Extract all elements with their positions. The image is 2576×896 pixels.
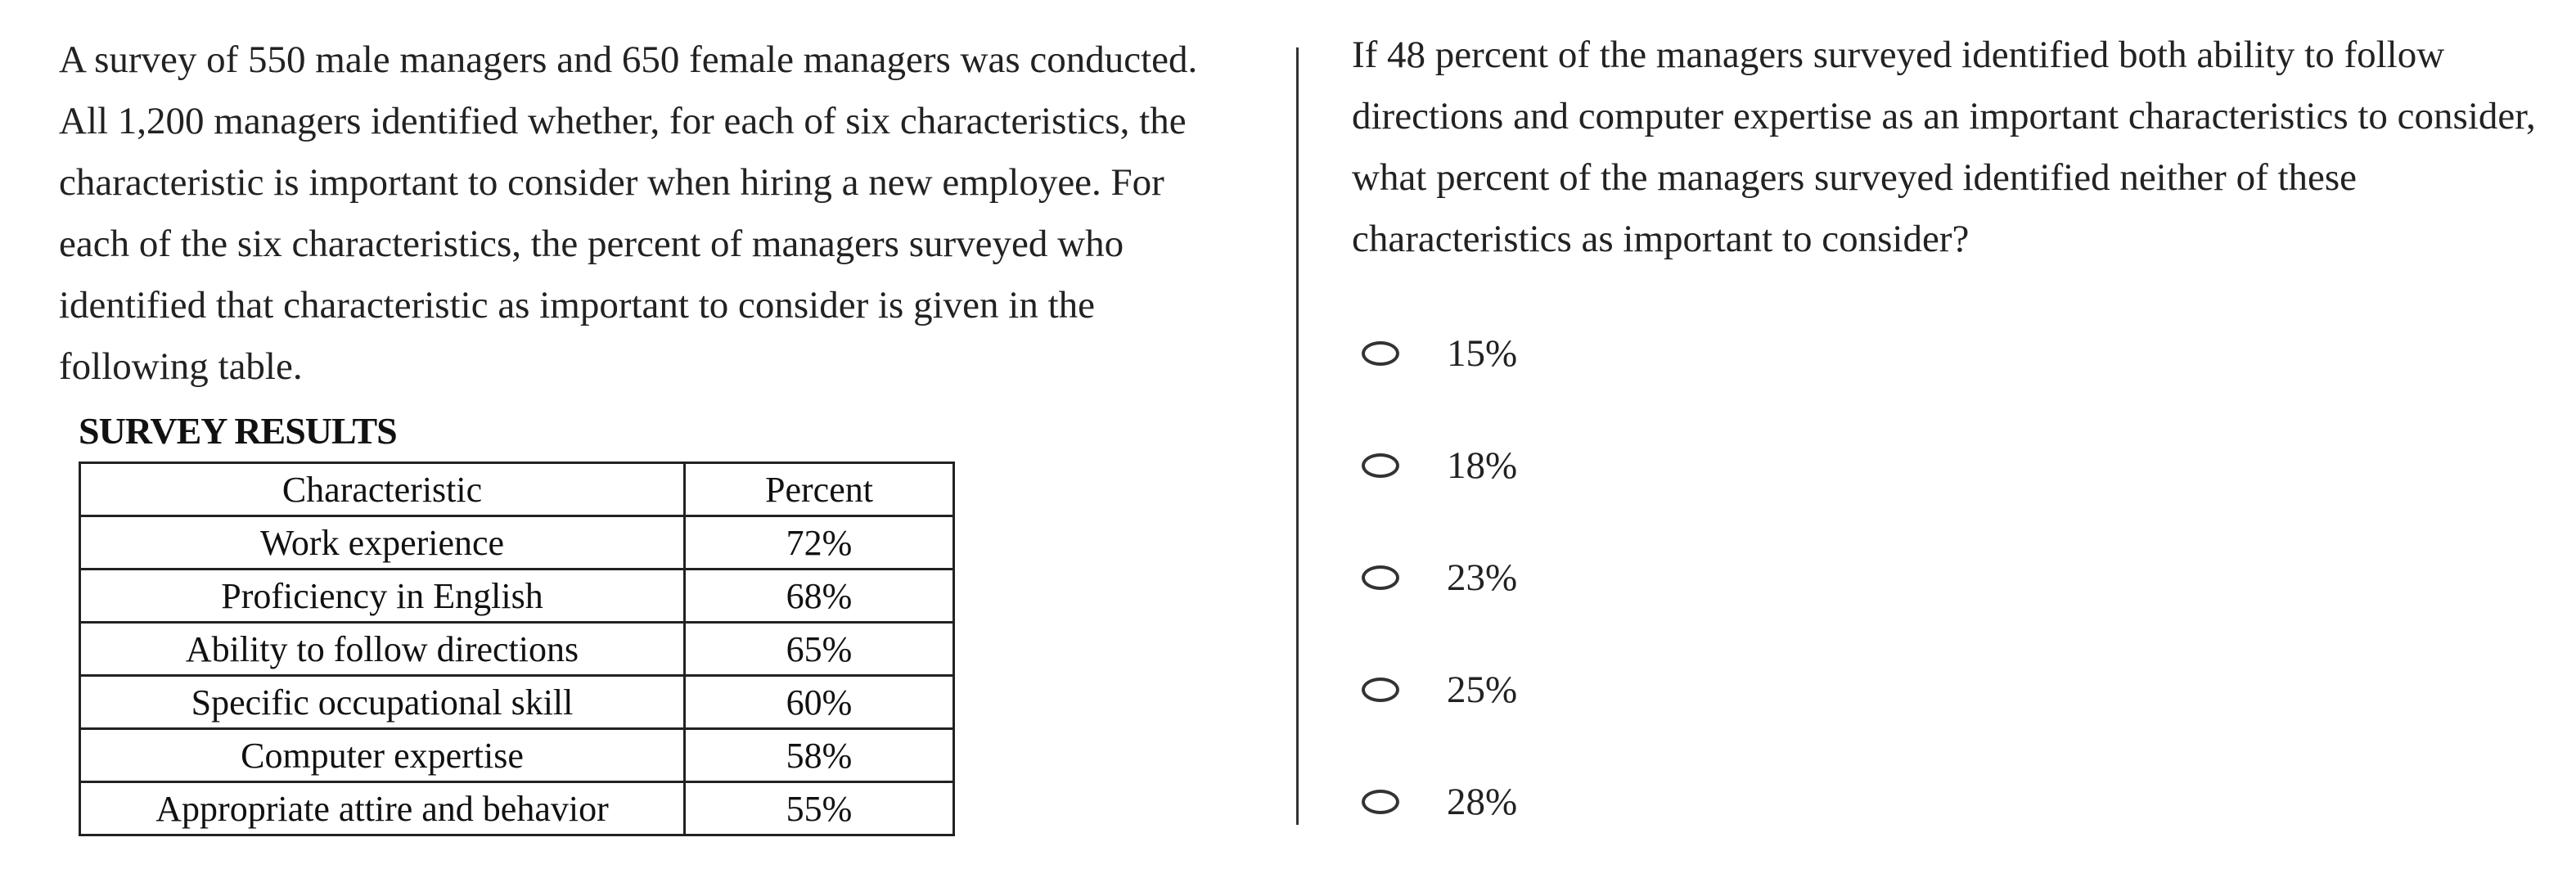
- answer-option-b[interactable]: [1362, 441, 1517, 490]
- table-row: [80, 623, 954, 676]
- radio-button-icon[interactable]: [1362, 678, 1399, 702]
- passage-text: A survey of 550 male managers and 650 female managers was conducted. All 1,200 managers identified whether, for each of six characteristics, the characteristic is important to consider when hiring a new employee. For each of the six characteristics, the percent of managers surveyed who identified that characteristic as important to consider is given in the following table.: [59, 38, 1198, 388]
- radio-button-icon[interactable]: [1362, 453, 1399, 478]
- characteristic-cell: Specific occupational skill: [80, 676, 685, 729]
- characteristic-cell: Appropriate attire and behavior: [80, 782, 685, 835]
- characteristic-cell: Computer expertise: [80, 729, 685, 782]
- answer-option-c[interactable]: [1362, 553, 1517, 602]
- answer-option-a[interactable]: [1362, 329, 1517, 378]
- percent-cell: 55%: [685, 782, 954, 835]
- percent-cell: 58%: [685, 729, 954, 782]
- table-row: [80, 516, 954, 570]
- question-pane: [1352, 25, 2563, 270]
- answer-option-label: 25%: [1447, 669, 1518, 711]
- answer-option-label: 28%: [1447, 781, 1518, 823]
- percent-cell: 60%: [685, 676, 954, 729]
- question-text: If 48 percent of the managers surveyed identified both ability to follow directions and computer expertise as an important characteristics to consider, what percent of the managers surveyed identified neither of these characteristics as important to consider?: [1352, 34, 2536, 260]
- percent-cell: 68%: [685, 570, 954, 623]
- column-header-percent: Percent: [685, 463, 954, 516]
- pane-divider[interactable]: [1296, 47, 1299, 825]
- table-header-row: [80, 463, 954, 516]
- survey-results-table: [79, 462, 955, 836]
- table-row: [80, 729, 954, 782]
- characteristic-cell: Ability to follow directions: [80, 623, 685, 676]
- table-row: [80, 782, 954, 835]
- characteristic-cell: Proficiency in English: [80, 570, 685, 623]
- table-row: [80, 570, 954, 623]
- passage-pane: [59, 29, 1237, 398]
- answer-option-label: 15%: [1447, 332, 1518, 375]
- radio-button-icon[interactable]: [1362, 565, 1399, 590]
- percent-cell: 72%: [685, 516, 954, 570]
- table-title: SURVEY RESULTS: [79, 410, 397, 452]
- answer-option-label: 23%: [1447, 556, 1518, 599]
- radio-button-icon[interactable]: [1362, 341, 1399, 366]
- radio-button-icon[interactable]: [1362, 790, 1399, 814]
- answer-option-e[interactable]: [1362, 777, 1517, 826]
- characteristic-cell: Work experience: [80, 516, 685, 570]
- percent-cell: 65%: [685, 623, 954, 676]
- answer-option-label: 18%: [1447, 444, 1518, 487]
- column-header-characteristic: Characteristic: [80, 463, 685, 516]
- answer-option-d[interactable]: [1362, 665, 1517, 714]
- table-row: [80, 676, 954, 729]
